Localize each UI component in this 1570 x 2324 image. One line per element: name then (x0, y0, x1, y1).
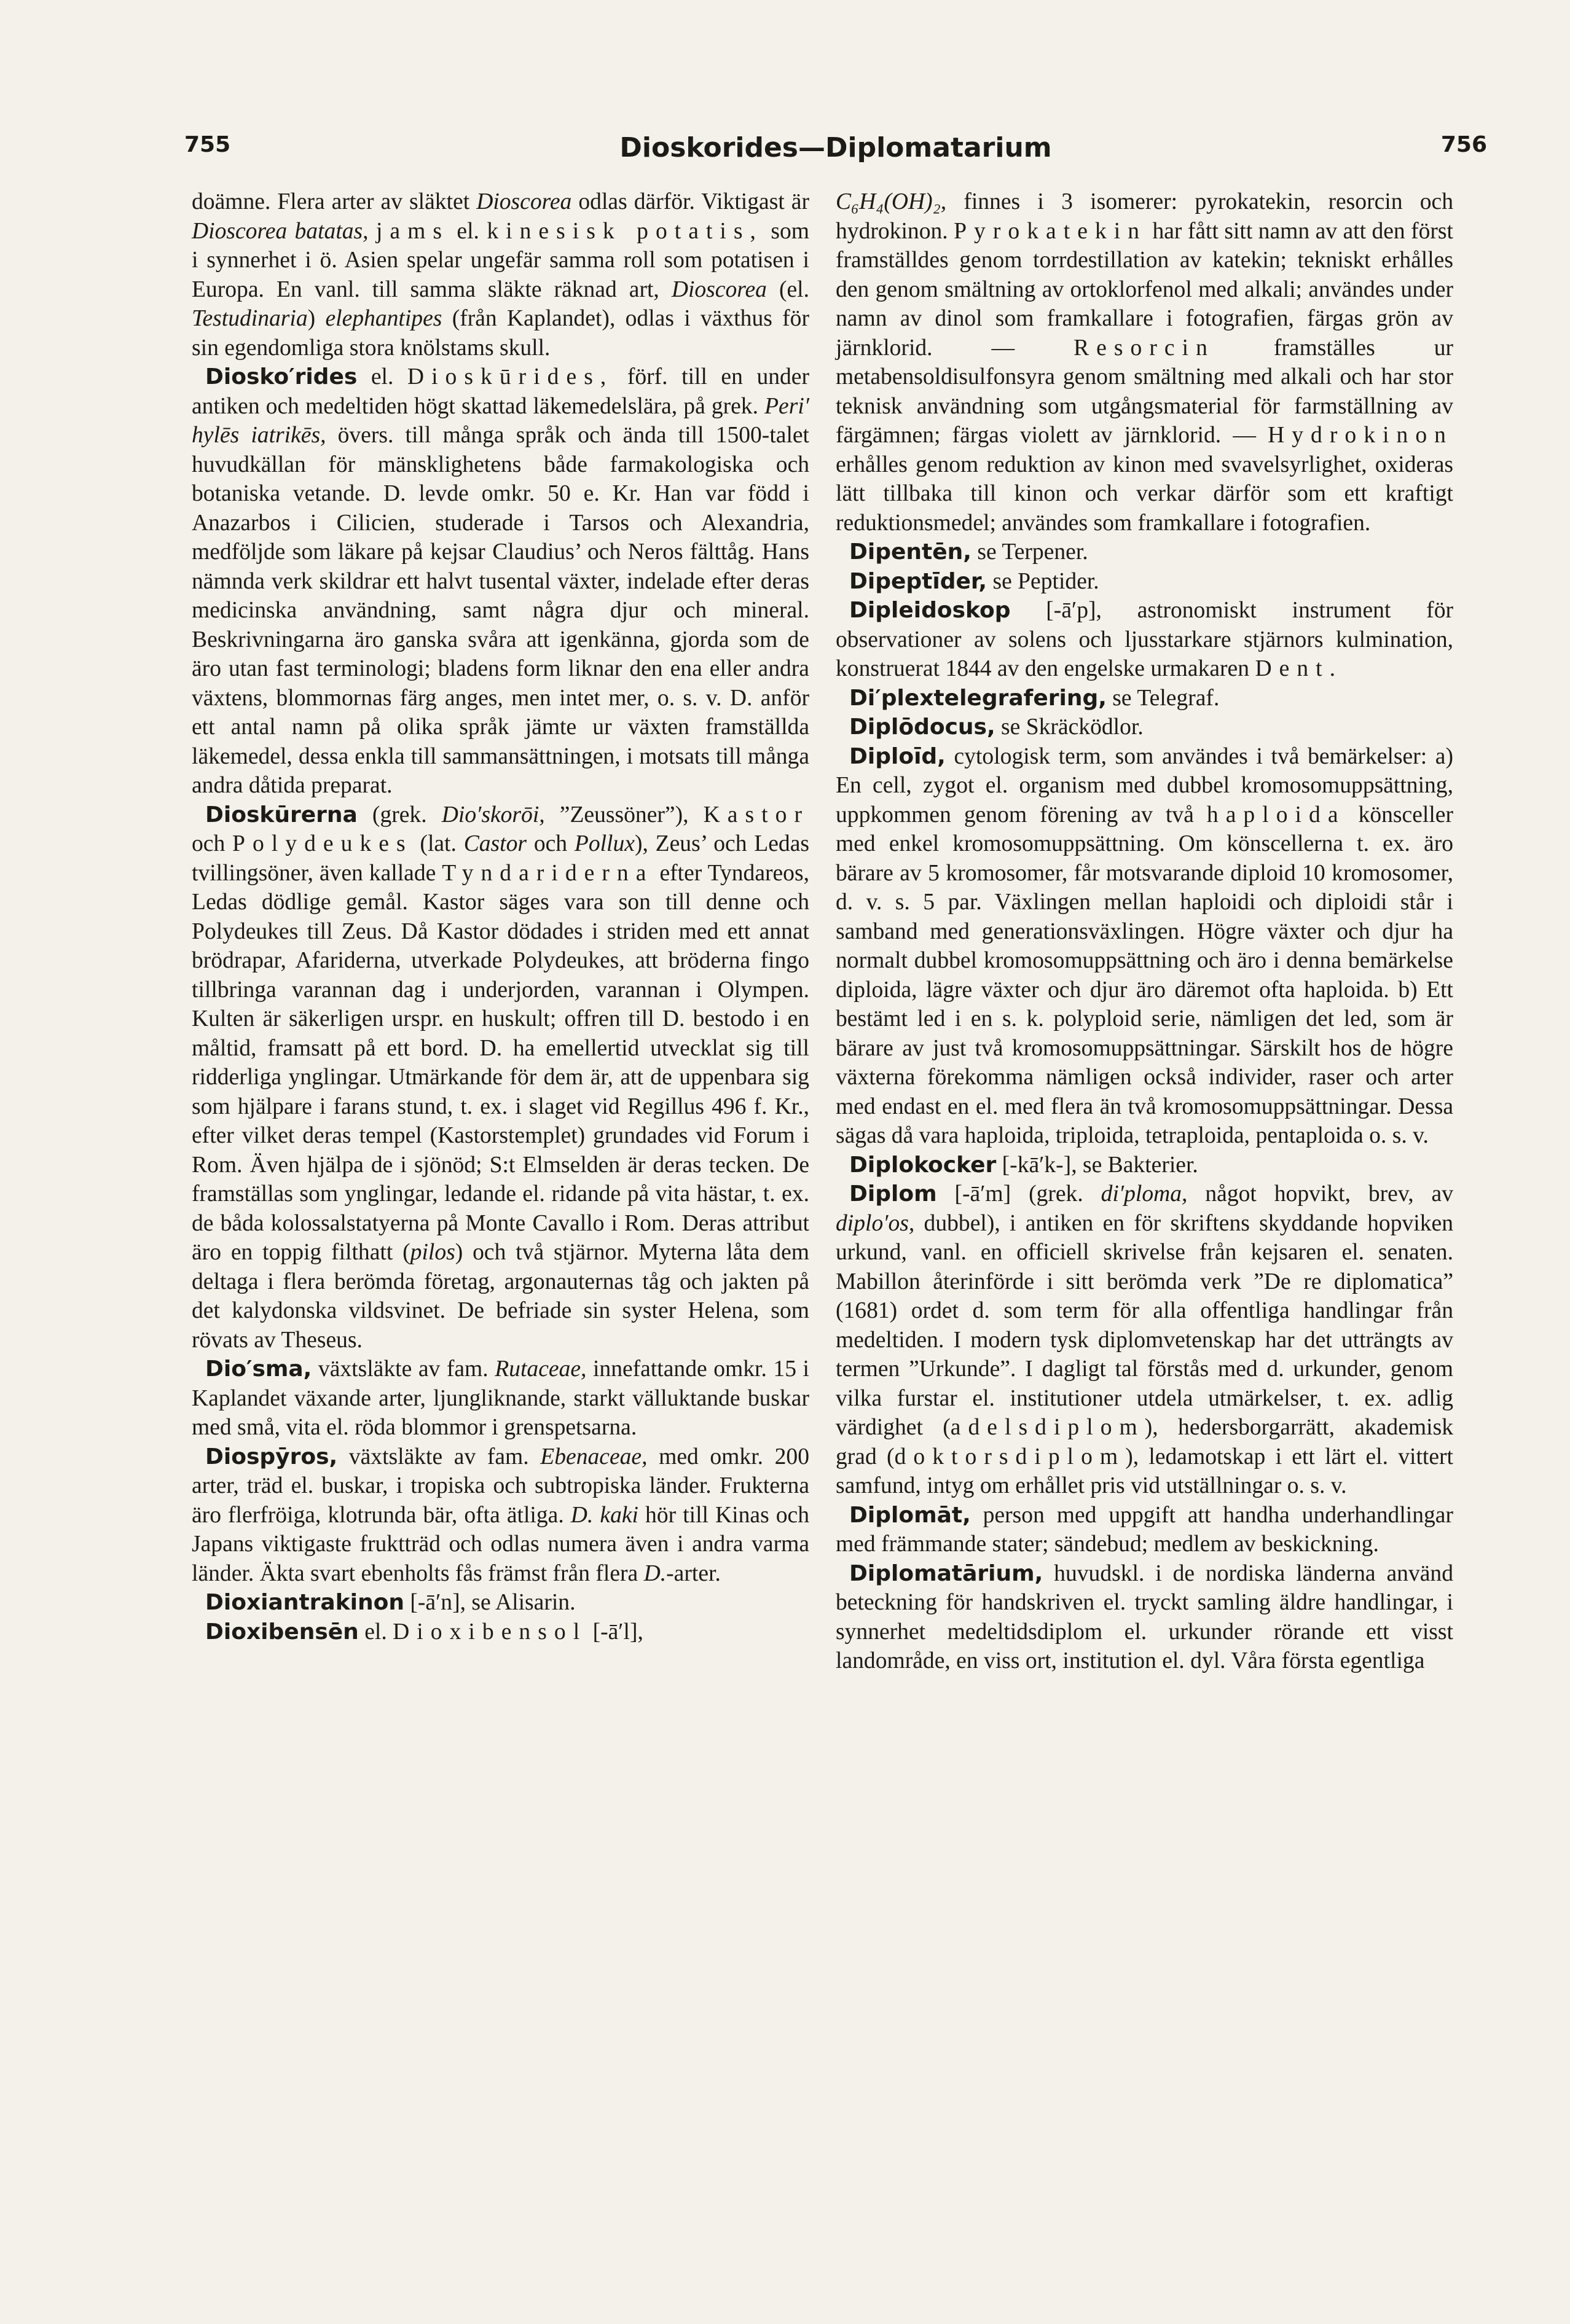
entry-diplomat: Diplomāt, person med uppgift att handha underhandlingar med främmande stater; sändebud; medlem av beskickning. (836, 1502, 1453, 1557)
entry-dipleidoskop: Dipleidoskop [-ā′p], astronomiskt instrument för observationer av solens och ljusstarkare stjärnors kulmination, konstruerat 1844 av den engelske urmakaren Dent. (836, 598, 1453, 681)
entry-dioxibensen: Dioxibensēn el. Dioxibensol [-ā′l], (205, 1619, 643, 1645)
entry-diosma: Dio′sma, växtsläkte av fam. Rutaceae, innefattande omkr. 15 i Kaplandet växande arter, ljungliknande, starkt välluktande buskar med små, vita el. röda blommor i grenspetsarna. (192, 1356, 810, 1440)
page-number-right: 756 (1440, 132, 1487, 157)
entry-diplom: Diplom [-ā′m] (grek. di′ploma, något hopvikt, brev, av diplo′os, dubbel), i antiken en för skriftens skyddande hopviken urkund, vanl. en officiell skrivelse från kejsaren el. senaten. Mabillon återinförde i sitt berömda verk ”De re diplomatica” (1681) ordet d. som term för alla offentliga handlingar från medeltiden. I modern tysk diplomvetenskap har det utträngts av termen ”Urkunde”. I dagligt tal förstås med d. urkunder, genom vilka furstar el. institutioner utdela utmärkelser, t. ex. adlig värdighet (adelsdiplom), hedersborgarrätt, akademisk grad (doktorsdiplom), ledamotskap i ett lärt el. vittert samfund, intyg om erhållet pris vid utställningar o. s. v. (836, 1181, 1453, 1498)
entry-diploid: Diploīd, cytologisk term, som användes i två bemärkelser: a) En cell, zygot el. organism med dubbel kromosomuppsättning, uppkommen genom förening av två haploida könsceller med enkel kromosomuppsättning. Om könscellerna t. ex. äro bärare av 5 kromosomer, får motsvarande diploid 10 kromosomer, d. v. s. 5 par. Växlingen mellan haploidi och diploidi står i samband med generationsväxlingen. Högre växter och djur ha normalt dubbel kromosomuppsättning och äro i denna bemärkelse diploida, lägre växter och djur äro däremot ofta haploida. b) Ett bestämt led i en s. k. polyploid serie, nämligen det led, som är bärare av just två kromosomuppsättningar. Särskilt hos de högre växterna förekomma nämligen också individer, raser och arter med endast en el. med flera än två kromosomuppsättningar. Dessa sägas då vara haploida, triploida, tetraploida, pentaploida o. s. v. (836, 743, 1453, 1148)
entry-dioskorides: Diosko′rides el. Dioskūrides, förf. till en under antiken och medeltiden högt skattad läkemedelslära, på grek. Peri′ hylēs iatrikēs, övers. till många språk och ända till 1500-talet huvudkällan för mänsklighetens både farmakologiska och botaniska vetande. D. levde omkr. 50 e. Kr. Han var född i Anazarbos i Cilicien, studerade i Tarsos och Alexandria, medföljde som läkare på kejsar Claudius’ och Neros fälttåg. Hans nämnda verk skildrar ett halvt tusental växter, indelade efter deras medicinska användning, samt några djur och mineral. Beskrivningarna äro ganska svåra att igenkänna, gjorda som de äro utan fast terminologi; bladens form liknar den ena eller andra växtens, blommornas färg anges, men intet mer, o. s. v. D. anför ett antal namn på olika språk jämte ur växten framställda läkemedel, dessa enkla till sammansättningen, i motsats till många andra dåtida preparat. (192, 364, 809, 798)
entry-dioxiantrakinon: Dioxiantrakinon [-ā′n], se Alisarin. (205, 1590, 576, 1615)
running-header (184, 132, 1487, 175)
entry-diplomatarium: Diplomatārium, huvudskl. i de nordiska länderna använd beteckning för handskriven el. tryckt samling äldre handlingar, i synnerhet medeltidsdiplom el. urkunder rörande ett visst landområde, en viss ort, institution el. dyl. Våra första egentliga (836, 1560, 1453, 1673)
left-column (192, 187, 809, 1646)
page-number-left: 755 (184, 132, 231, 157)
entry-dipenten: Dipentēn, se Terpener. (849, 539, 1088, 565)
entry-dipeptider: Dipeptīder, se Peptider. (849, 568, 1099, 594)
entry-diplokocker: Diplokocker [-kā′k-], se Bakterier. (849, 1152, 1198, 1178)
right-column (836, 187, 1453, 1676)
entry-diplextelegrafering: Di′plextelegrafering, se Telegraf. (849, 685, 1220, 711)
entry-continuation: C₆H₄(OH)₂, finnes i 3 isomerer: pyrokatekin, resorcin och hydrokinon. Pyrokatekin har fått sitt namn av att den först framställdes genom torrdestillation av katekin; tekniskt erhålles den genom smältning av ortoklorfenol med alkali; användes under namn av dinol som framkallare i fotografien, färgas grön av järnklorid. — Resorcin framställes ur metabensoldisulfonsyra genom smältning med alkali och har stor teknisk användning som utgångsmaterial för farmställning av färgämnen; färgas violett av järnklorid. — Hydrokinon erhålles genom reduktion av kinon med svavelsyrlighet, oxideras lätt tillbaka till kinon och verkar därför som ett kraftigt reduktionsmedel; användes som framkallare i fotografien. (836, 189, 1453, 536)
entry-diplodocus: Diplōdocus, se Skräcködlor. (849, 714, 1144, 740)
running-title: Dioskorides—Diplomatarium (619, 132, 1052, 163)
entry-continuation: doämne. Flera arter av släktet Dioscorea odlas därför. Viktigast är Dioscorea batatas, jams el. kinesisk potatis, som i synnerhet i ö. Asien spelar ungefär samma roll som potatisen i Europa. En vanl. till samma släkte räknad art, Dioscorea (el. Testudinaria) elephantipes (från Kaplandet), odlas i växthus för sin egendomliga stora knölstams skull. (192, 189, 810, 361)
entry-diospyros: Diospȳros, växtsläkte av fam. Ebenaceae, med omkr. 200 arter, träd el. buskar, i tropiska och subtropiska länder. Frukterna äro flerfröiga, klotrunda bär, ofta ätliga. D. kaki hör till Kinas och Japans viktigaste fruktträd och odlas numera även i andra varma länder. Äkta svart ebenholts fås främst från flera D.-arter. (192, 1444, 810, 1586)
entry-dioskurerna: Dioskūrerna (grek. Dio′skorōi, ”Zeussöner”), Kastor och Polydeukes (lat. Castor och Pollux), Zeus’ och Ledas tvillingsöner, även kallade Tyndariderna efter Tyndareos, Ledas dödlige gemål. Kastor säges vara son till denne och Polydeukes till Zeus. Då Kastor dödades i striden med ett annat brödrapar, Afariderna, utverkade Polydeukes, att bröderna fingo tillbringa varannan dag i underjorden, varannan i Olympen. Kulten är säkerligen urspr. en huskult; offren till D. bestodo i en måltid, framsatt på ett bord. D. ha emellertid utvecklat sig till ridderliga ynglingar. Utmärkande för dem är, att de uppenbara sig som hjälpare i farans stund, t. ex. i slaget vid Regillus 496 f. Kr., efter vilket deras tempel (Kastorstemplet) grundades vid Forum i Rom. Även hjälpa de i sjönöd; S:t Elmselden är deras tecken. De framställas som ynglingar, ledande el. ridande på vita hästar, t. ex. de båda kolossalstatyerna på Monte Cavallo i Rom. Deras attribut äro en toppig filthatt (pilos) och två stjärnor. Myterna låta dem deltaga i flera berömda företag, argonauternas tåg och jakten på det kalydonska vildsvinet. De befriade sin syster Helena, som rövats av Theseus. (192, 802, 810, 1353)
